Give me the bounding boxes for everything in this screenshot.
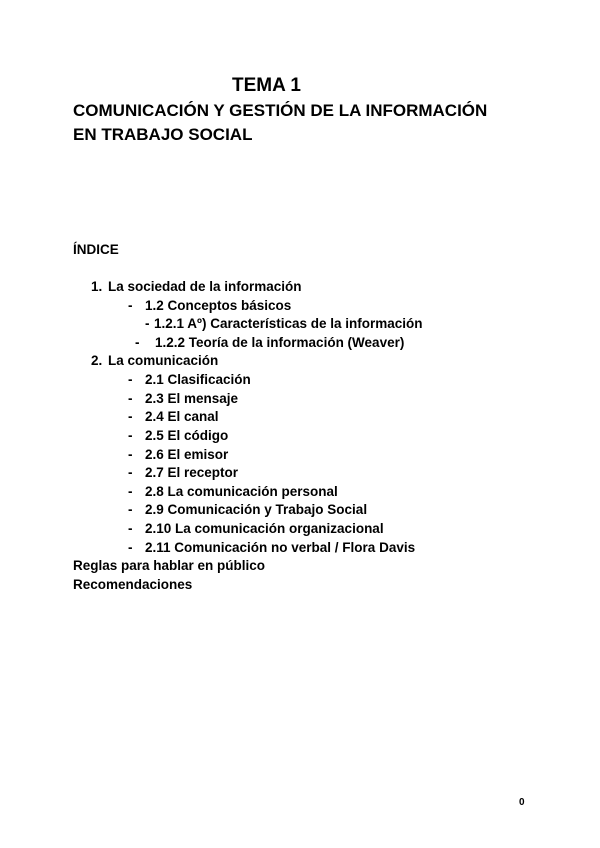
index-item: 2.6 El emisor	[145, 447, 229, 462]
index-item: Reglas para hablar en público	[73, 558, 266, 573]
index-item: 2.11 Comunicación no verbal / Flora Davis	[145, 540, 416, 555]
index-item-marker: -	[128, 372, 133, 387]
index-heading: ÍNDICE	[73, 242, 119, 257]
document-title: TEMA 1	[232, 75, 301, 96]
index-item: 2.4 El canal	[145, 409, 219, 424]
index-item-marker: -	[128, 484, 133, 499]
subtitle-line-2: EN TRABAJO SOCIAL	[73, 125, 253, 144]
index-item-marker: 2.	[91, 353, 103, 368]
index-item: 2.10 La comunicación organizacional	[145, 521, 384, 536]
index-item: 2.7 El receptor	[145, 465, 239, 480]
index-item: Recomendaciones	[73, 577, 193, 592]
index-item-marker: -	[128, 465, 133, 480]
index-item: 2.9 Comunicación y Trabajo Social	[145, 502, 368, 517]
index-item-marker: -	[128, 447, 133, 462]
page-number: 0	[519, 797, 525, 808]
index-item: 2.5 El código	[145, 428, 229, 443]
index-item: La comunicación	[108, 353, 219, 368]
index-item: 2.8 La comunicación personal	[145, 484, 338, 499]
index-item-marker: -	[128, 298, 133, 313]
index-item-marker: 1.	[91, 279, 103, 294]
index-item: La sociedad de la información	[108, 279, 302, 294]
index-item-marker: -	[128, 502, 133, 517]
index-item-marker: -	[128, 391, 133, 406]
index-item-marker: -	[128, 409, 133, 424]
index-item: 2.1 Clasificación	[145, 372, 251, 387]
index-item-marker: -	[145, 316, 150, 331]
index-item: 1.2.2 Teoría de la información (Weaver)	[155, 335, 405, 350]
subtitle-line-1: COMUNICACIÓN Y GESTIÓN DE LA INFORMACIÓN	[73, 101, 488, 120]
index-item: 2.3 El mensaje	[145, 391, 239, 406]
index-item-marker: -	[128, 428, 133, 443]
index-item-marker: -	[135, 335, 140, 350]
index-item: 1.2 Conceptos básicos	[145, 298, 292, 313]
index-item-marker: -	[128, 540, 133, 555]
index-item-marker: -	[128, 521, 133, 536]
index-item: 1.2.1 Aº) Características de la información	[154, 316, 423, 331]
